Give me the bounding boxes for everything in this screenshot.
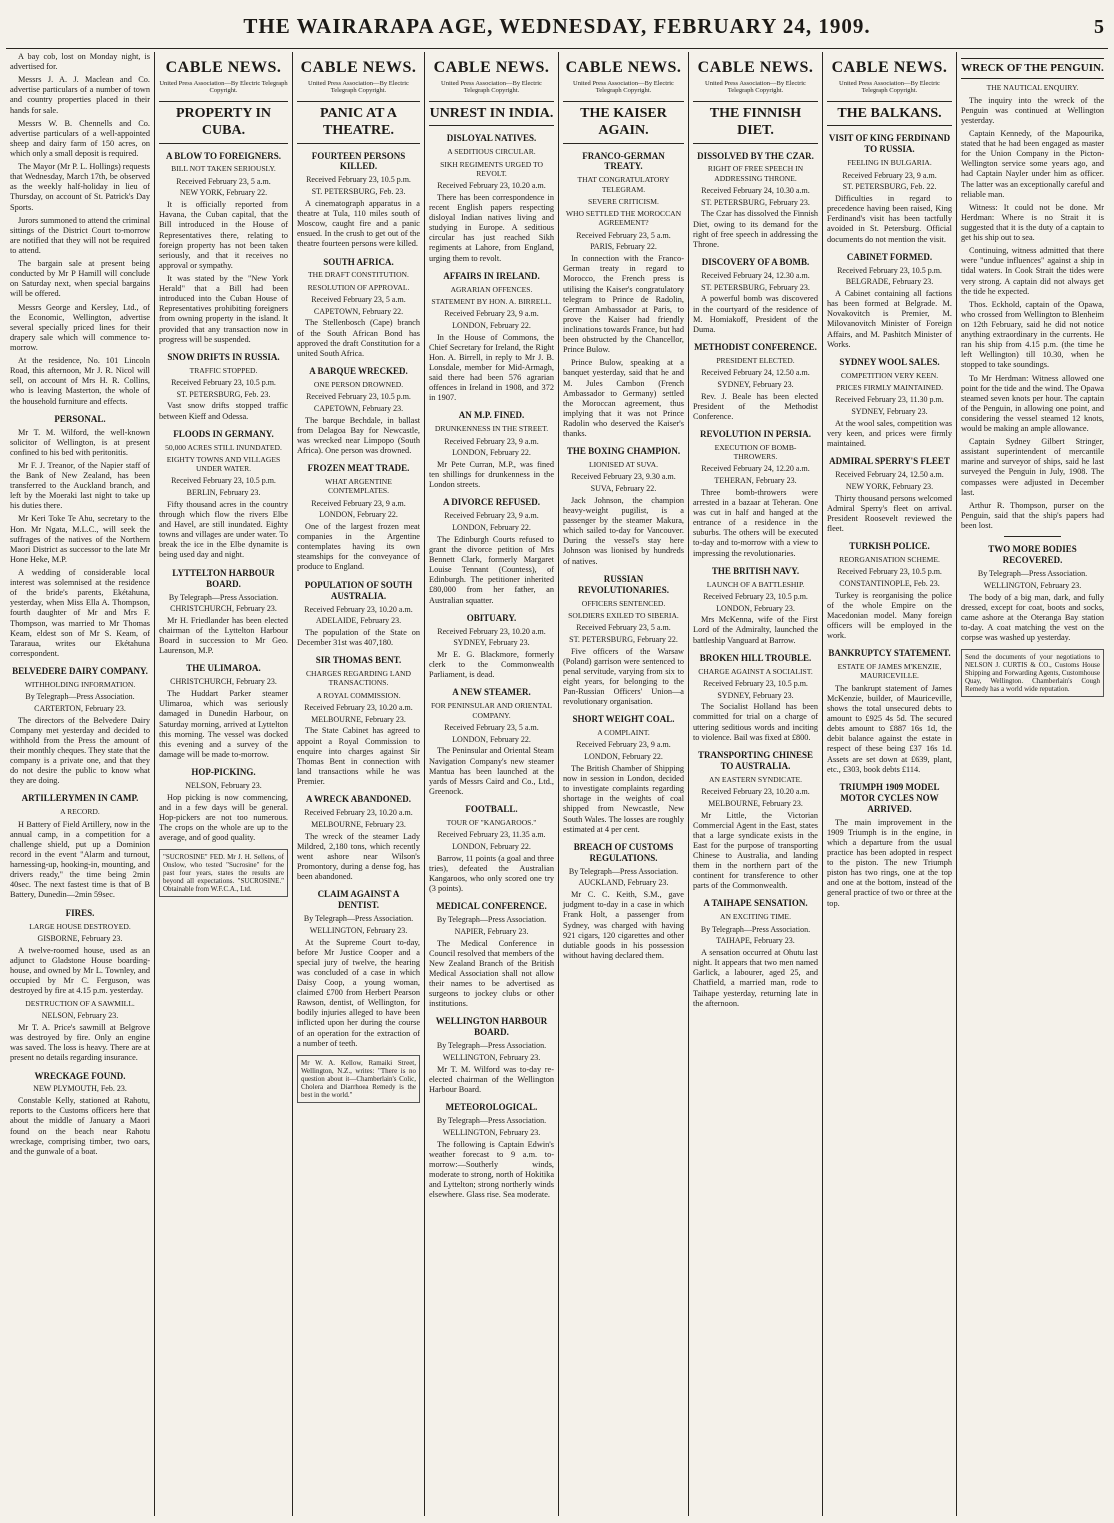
paragraph: The directors of the Belvedere Dairy Company met yesterday and decided to withhold from the Press the amount of their monthly cheques. They state that the company is a private one, and that they do not desire the public to know what they are doing. (10, 715, 150, 786)
paragraph: At the wool sales, competition was very keen, and prices were firmly maintained. (827, 418, 952, 448)
dateline: LONDON, February 22. (452, 841, 531, 851)
dateline: CARTERTON, February 23. (34, 703, 126, 713)
section-heading: WELLINGTON HARBOUR BOARD. (435, 1016, 548, 1038)
dateline: SYDNEY, February 23. (453, 638, 530, 648)
dateline: CAPETOWN, February 22. (313, 306, 404, 316)
sub-heading: EIGHTY TOWNS AND VILLAGES UNDER WATER. (166, 454, 281, 474)
sub-heading: DRUNKENNESS IN THE STREET. (434, 424, 549, 434)
paragraph: Witness: It could not be done. Mr Herdman: Where is no Strait it is suggested that it is the duty of a captain to get his ship out to sea. (961, 202, 1104, 243)
received-line: Received February 23, 5 a.m. (176, 176, 271, 186)
section-heading: SYDNEY WOOL SALES. (839, 356, 940, 367)
paragraph: Three bomb-throwers were arrested in a bazaar at Teheran. One was cut in half and hanged at the entrance of a residence in the suburbs. The others will be executed to-day and to-morrow with a view to impressing the revolutionaries. (693, 487, 818, 558)
column-cable-news-5 (688, 52, 822, 1516)
paragraph: Mr E. G. Blackmore, formerly clerk to the Commonwealth Parliament, is dead. (429, 650, 554, 680)
paragraph: Mr T. A. Price's sawmill at Belgrove was destroyed by fire. Only an engine was saved. The loss is heavy. There are at present no details regarding insurance. (10, 1023, 150, 1063)
paragraph: Arthur R. Thompson, purser on the Penguin, said that the ship's papers had been lost. (961, 500, 1104, 531)
received-line: Received February 23, 9 a.m. (842, 170, 937, 180)
section-heading: SHORT WEIGHT COAL. (572, 714, 675, 725)
section-heading: WRECKAGE FOUND. (34, 1070, 126, 1081)
dateline: LONDON, February 22. (452, 448, 531, 458)
sub-heading: AGRARIAN OFFENCES. (450, 284, 533, 294)
section-heading: SNOW DRIFTS IN RUSSIA. (167, 351, 280, 362)
section-heading: A TAIHAPE SENSATION. (703, 898, 808, 909)
paragraph: It was stated by the "New York Herald" that a Bill had been introduced into the Cuban House of Representatives prohibiting foreigners from owning property in the island. It provided that any transaction now in progress will be suspended. (159, 274, 288, 344)
article-headline: WRECK OF THE PENGUIN. (961, 58, 1104, 79)
paragraph: The Czar has dissolved the Finnish Diet, owing to its demand for the right of free speech in addressing the Throne. (693, 209, 818, 249)
paragraph: Messrs W. B. Chennells and Co. advertise particulars of a well-appointed sheep and dairy farm of 150 acres, on which only a small deposit is required. (10, 118, 150, 158)
section-heading: TURKISH POLICE. (849, 541, 930, 551)
paragraph: Captain Kennedy, of the Mapourika, stated that he had been engaged as master for the Union Company in the Picton-Wellington service some years ago, and had Captain Nayler under him as officer. The latter was an exceptionally careful and reliable man. (961, 128, 1104, 199)
received-line: Received February 23, 10.5 p.m. (703, 591, 808, 601)
received-line: Received February 23, 10.5 p.m. (703, 678, 808, 688)
paragraph: In connection with the Franco-German treaty in regard to Morocco, the French press is utilising the Kaiser's congratulatory telegram to Prince de Radolin, German Ambassador at Paris, to prove the Kaiser had friendly inclinations towards France, but had been obstructed by the Chancellor, Prince Bulow. (563, 254, 684, 355)
paragraph: The Huddart Parker steamer Ulimaroa, which was seriously damaged in Dunedin Harbour, on Saturday morning, arrived at Lyttelton this morning. The vessel was docked this evening and a survey of the damage will be made to-morrow. (159, 689, 288, 759)
paragraph: The main improvement in the 1909 Triumph is in the engine, in which a departure from the usual practice has been adopted in respect to the piston. The new Triumph piston has two rings, one at the top and one at the bottom, instead of the general practice of two or three at the top. (827, 817, 952, 908)
sub-heading: PRESIDENT ELECTED. (716, 355, 795, 365)
press-credit: United Press Association—By Electric Telegraph Copyright. (159, 79, 288, 95)
sub-heading: 50,000 ACRES STILL INUNDATED. (165, 442, 282, 452)
sub-heading: A SEDITIOUS CIRCULAR. (447, 147, 536, 157)
paragraph: Mr Keri Toke Te Ahu, secretary to the Hon. Mr Ngata, M.L.C., will seek the suffrages of the natives of the Northern Maori District as successor to the late Mr Hone Heke, M.P. (10, 514, 150, 564)
section-heading: METHODIST CONFERENCE. (694, 341, 817, 352)
section-heading: FOOTBALL. (465, 804, 518, 814)
received-line: Received February 23, 10.20 a.m. (437, 626, 546, 636)
paragraph: The Medical Conference in Council resolved that members of the New Zealand Branch of the British Medical Association shall not allow their names to be advertised as surgeons to jockey clubs or other institutions. (429, 938, 554, 1009)
dateline: ST. PETERSBURG, February 22. (569, 634, 678, 644)
received-line: Received February 23, 10.5 p.m. (171, 476, 276, 486)
byline: By Telegraph—Press Association. (436, 1041, 547, 1051)
received-line: Received February 24, 12.50 a.m. (701, 368, 810, 378)
paragraph: Vast snow drifts stopped traffic between Kieff and Odessa. (159, 401, 288, 421)
dateline: MELBOURNE, February 23. (708, 798, 803, 808)
sub-heading: CHARGES REGARDING LAND TRANSACTIONS. (305, 669, 412, 688)
sub-heading: THAT CONGRATULATORY TELEGRAM. (577, 175, 670, 194)
sub-heading: RESOLUTION OF APPROVAL. (307, 282, 410, 292)
dateline: MELBOURNE, February 23. (311, 714, 406, 724)
section-heading: SOUTH AFRICA. (323, 256, 394, 267)
sub-heading: SEVERE CRITICISM. (588, 196, 659, 206)
article-headline: PROPERTY IN CUBA. (159, 101, 288, 143)
column-cable-news-1 (154, 52, 292, 1516)
dateline: ST. PETERSBURG, February 23. (701, 197, 810, 207)
dateline: LONDON, February 22. (452, 320, 531, 330)
paragraph: One of the largest frozen meat companies in the Argentine contemplates having its own steamships for the conveyance of produce to England. (297, 522, 420, 572)
dateline: SYDNEY, February 23. (851, 407, 928, 417)
paragraph: The population of the State on December 31st was 407,180. (297, 628, 420, 648)
paragraph: Fifty thousand acres in the country through which flow the rivers Elbe and Havel, are still inundated. Eighty towns and villages are under water. To break the ice in the Elbe dynamite is being used day and night. (159, 499, 288, 560)
section-heading: BROKEN HILL TROUBLE. (699, 652, 812, 663)
dateline: TAIHAPE, February 23. (716, 936, 795, 946)
sub-heading: WHO SETTLED THE MOROCCAN AGREEMENT? (565, 209, 682, 228)
section-heading: FIRES. (65, 907, 95, 918)
sub-heading: WITHHOLDING INFORMATION. (24, 679, 136, 689)
dateline: WELLINGTON, February 23. (442, 1127, 541, 1137)
sub-heading: CHARGE AGAINST A SOCIALIST. (698, 666, 813, 676)
column-penguin-enquiry (956, 52, 1108, 1516)
paragraph: Five officers of the Warsaw (Poland) garrison were sentenced to penal servitude, varying from six to eight years, for belonging to the Pan-Russian Officers' Union—a revolutionary organisation. (563, 646, 684, 707)
dateline: CHRISTCHURCH, February 23. (170, 677, 277, 687)
paragraph: A Cabinet containing all factions has been formed at Belgrade. M. Novakovitch is Premier, M. Milovanovitch Minister of Foreign Affairs, and M. Pashitch Minister of Works. (827, 289, 952, 349)
section-heading: VISIT OF KING FERDINAND TO RUSSIA. (828, 133, 951, 155)
sub-heading: WHAT ARGENTINE CONTEMPLATES. (325, 477, 392, 496)
received-line: Received February 23, 10.20 a.m. (304, 808, 413, 818)
received-line: Received February 23, 10.20 a.m. (304, 604, 413, 614)
received-line: Received February 24, 12.30 a.m. (701, 270, 810, 280)
dateline: LONDON, February 22. (584, 752, 663, 762)
section-heading: A DIVORCE REFUSED. (442, 497, 541, 508)
dateline: WELLINGTON, February 23. (983, 580, 1082, 590)
sub-heading: SOLDIERS EXILED TO SIBERIA. (568, 610, 679, 620)
section-heading: BANKRUPTCY STATEMENT. (828, 648, 951, 659)
press-credit: United Press Association—By Electric Telegraph Copyright. (573, 79, 674, 95)
received-line: Received February 23, 9 a.m. (576, 740, 671, 750)
received-line: Received February 23, 5 a.m. (311, 294, 406, 304)
section-heading: OBITUARY. (466, 612, 517, 623)
dateline: CHRISTCHURCH, February 23. (170, 604, 277, 614)
paragraph: Jurors summoned to attend the criminal sittings of the District Court to-morrow are notified that they will not be required to attend. (10, 215, 150, 255)
sub-heading: RIGHT OF FREE SPEECH IN ADDRESSING THRONE. (707, 164, 804, 183)
received-line: Received February 23, 10.20 a.m. (304, 702, 413, 712)
section-heading: FROZEN MEAT TRADE. (307, 463, 410, 474)
advertisement: "SUCROSINE" FED. Mr J. H. Sellens, of Onslow, who tested "Sucrosine" for the past four years, states the results are beyond all expectations. "SUCROSINE." Obtainable from W.F.C.A., Ltd. (159, 849, 288, 897)
sub-heading: FOR PENINSULAR AND ORIENTAL COMPANY. (430, 701, 553, 720)
paragraph: In the House of Commons, the Chief Secretary for Ireland, the Right Hon. A. Birrell, in reply to Mr J. B. Lonsdale, member for Mid-Armagh, said there had been 576 agrarian offences in Ireland in 1908, and 372 in 1907. (429, 332, 554, 403)
received-line: Received February 23, 9 a.m. (444, 436, 539, 446)
sub-heading: LARGE HOUSE DESTROYED. (29, 921, 131, 931)
sub-heading: PRICES FIRMLY MAINTAINED. (836, 383, 943, 393)
received-line: Received February 23, 5 a.m. (444, 722, 539, 732)
section-heading: HOP-PICKING. (191, 766, 256, 777)
dateline: ADELAIDE, February 23. (315, 616, 402, 626)
section-heading: ARTILLERYMEN IN CAMP. (21, 793, 139, 804)
masthead-title: THE WAIRARAPA AGE, WEDNESDAY, FEBRUARY 24, 1909. (243, 14, 871, 38)
sub-heading: SIKH REGIMENTS URGED TO REVOLT. (440, 159, 543, 178)
sub-heading: THE NAUTICAL ENQUIRY. (986, 83, 1079, 93)
sub-heading: THE DRAFT CONSTITUTION. (308, 270, 409, 280)
paragraph: Continuing, witness admitted that there were "undue influences" against a ship in tidal waters. In Cook Strait the tides were very strong. A captain did not always get the tide he expected. (961, 246, 1104, 296)
paragraph: At the residence, No. 101 Lincoln Road, this afternoon, Mr J. R. Nicol will sell, on account of Mrs H. R. Collins, who is leaving Masterton, the whole of the household furniture and effects. (10, 356, 150, 406)
section-heading: AN M.P. FINED. (458, 410, 525, 421)
paragraph: The Socialist Holland has been committed for trial on a charge of uttering seditious words and inciting to violence. Bail was fixed at £800. (693, 702, 818, 742)
paragraph: Mr H. Friedlander has been elected chairman of the Lyttelton Harbour Board in succession to Mr Geo. Laurenson, M.P. (159, 616, 288, 656)
sub-heading: TRAFFIC STOPPED. (189, 365, 258, 375)
press-credit: United Press Association—By Electric Telegraph Copyright. (308, 79, 409, 95)
received-line: Received February 23, 5 a.m. (576, 230, 671, 240)
sub-heading: ESTATE OF JAMES M'KENZIE, MAURICEVILLE. (837, 662, 942, 681)
paragraph: The wreck of the steamer Lady Mildred, 2,180 tons, which recently went ashore near Wilson's Promontory, during a dense fog, has been abandoned. (297, 831, 420, 882)
paragraph: H Battery of Field Artillery, now in the annual camp, in a competition for a challenge shield, put up a Dominion record in the event "Alarm and turnout, harnessing-up, hooking-in, mounting, and drivers ready," the time being 2min 40sec. The next fastest time is that of B Battery, Dunedin—2min 59sec. (10, 819, 150, 900)
paragraph: Mr Little, the Victorian Commercial Agent in the East, states that a large syndicate exists in the East for the purpose of transporting Chinese to Australia, and landing them in the northern part of the continent for transference to other parts of the Commonwealth. (693, 810, 818, 891)
dateline: NELSON, February 23. (185, 780, 262, 790)
section-heading: SIR THOMAS BENT. (315, 655, 402, 666)
paragraph: Prince Bulow, speaking at a banquet yesterday, said that he and M. Jules Cambon (French Ambassador to Germany) settled the Moroccan agreement, thus implying that it was not Prince Radolin who deserved the Kaiser's thanks. (563, 358, 684, 439)
article-headline: THE FINNISH DIET. (693, 101, 818, 143)
masthead (0, 14, 1114, 44)
received-line: Received February 24, 10.30 a.m. (701, 185, 810, 195)
dateline: LONDON, February 22. (452, 523, 531, 533)
section-heading: FLOODS IN GERMANY. (173, 428, 274, 439)
section-heading: PERSONAL. (54, 413, 106, 424)
sub-heading: LAUNCH OF A BATTLESHIP. (706, 579, 805, 589)
masthead-rule (6, 48, 1108, 49)
paragraph: To Mr Herdman: Witness allowed one point for the tide and the wind. The Opawa steamed seven knots per hour. The captain of the Penguin, in allowing one point, and considering the vessel steamed 12 knots, would be making an ample allowance. (961, 373, 1104, 434)
dateline: MELBOURNE, February 23. (311, 819, 406, 829)
paragraph: Thos. Eckhold, captain of the Opawa, who crossed from Wellington to Blenheim on 12th February, said he did not notice anything extraordinary in the currents. He ran his ship from 4.15 p.m. (the time he left Wellington) till 10.30, when he stopped to take soundings. (961, 299, 1104, 370)
paragraph: Messrs J. A. J. Maclean and Co. advertise particulars of a number of town and country properties placed in their hands for sale. (10, 75, 150, 115)
paragraph: A cinematograph apparatus in a theatre at Tula, 110 miles south of Moscow, caught fire and a panic ensued. In the crush to get out of the theatre fourteen persons were killed. (297, 198, 420, 249)
section-heading: A BLOW TO FOREIGNERS. (165, 150, 282, 161)
paragraph: Turkey is reorganising the police of the whole Empire on the Macedonian model. Many foreign officers will be employed in the work. (827, 590, 952, 641)
paragraph: The bargain sale at present being conducted by Mr P Hamill will conclude on Saturday next, when special bargains will be offered. (10, 259, 150, 299)
column-cable-news-4 (558, 52, 688, 1516)
dateline: TEHERAN, February 23. (714, 476, 797, 486)
article-headline: UNREST IN INDIA. (429, 101, 554, 126)
press-credit: United Press Association—By Electric Telegraph Copyright. (705, 79, 806, 95)
paragraph: A twelve-roomed house, used as an adjunct to Gladstone House boarding-house, and owned by Mr L. Townley, and occupied by Mr C. Ferguson, was destroyed by fire at 4.15 p.m. yesterday. (10, 945, 150, 995)
paragraph: A powerful bomb was discovered in the courtyard of the residence of M. Homiakoff, President of the Duma. (693, 294, 818, 334)
dateline: NAPIER, February 23. (454, 926, 529, 936)
dateline: SUVA, February 22. (590, 484, 657, 494)
section-heading: BREACH OF CUSTOMS REGULATIONS. (573, 841, 674, 863)
paragraph: Captain Sydney Gilbert Stringer, assistant superintendent of mercantile marine and surveyor of ships, said he last surveyed the Penguin in July, 1908. The compasses were adjusted in December last. (961, 437, 1104, 497)
received-line: Received February 23, 9 a.m. (444, 511, 539, 521)
received-line: Received February 23, 5 a.m. (576, 623, 671, 633)
column-cable-news-2 (292, 52, 424, 1516)
paragraph: Mr F. J. Treanor, of the Napier staff of the Bank of New Zealand, has been transferred to the Auckland branch, and left by the Moeraki last night to take up his duties there. (10, 460, 150, 511)
dateline: SYDNEY, February 23. (717, 379, 794, 389)
paragraph: The bankrupt statement of James McKenzie, builder, of Mauriceville, shows the total unsecured debts to amount to £925 4s 5d. The secured debts amount to £887 16s 1d, the debit balance against the estate in respect of these being £37 16s 1d. Assets are set down at £639, plant, etc., £303, book debts £114. (827, 683, 952, 774)
sub-heading: OFFICERS SENTENCED. (581, 598, 666, 608)
section-heading: MEDICAL CONFERENCE. (436, 901, 547, 912)
paragraph: Mr C. C. Keith, S.M., gave judgment to-day in a case in which Frank Holt, a passenger from Sydney, was charged with having 921 cigars, 120 cigarettes and other dutiable goods in his possession without having declared them. (563, 890, 684, 960)
paragraph: Jack Johnson, the champion heavy-weight pugilist, is a passenger by the steamer Makura, which sailed to-day for Vancouver. During the vessel's stay here Johnson was lionised by hundreds of natives. (563, 495, 684, 566)
paragraph: The Mayor (Mr P. L. Hollings) requests that Wednesday, March 17th, be observed as the weekly half-holiday in lieu of Thursday, on account of St. Patrick's Day Sports. (10, 162, 150, 212)
sub-heading: A COMPLAINT. (597, 728, 650, 738)
section-heading: ADMIRAL SPERRY'S FLEET (829, 456, 950, 467)
dateline: NEW YORK, February 23. (845, 481, 934, 491)
sub-heading: ONE PERSON DROWNED. (313, 379, 404, 389)
dateline: SYDNEY, February 23. (717, 690, 794, 700)
article-headline: PANIC AT A THEATRE. (297, 101, 420, 143)
dateline: NEW YORK, February 22. (179, 188, 268, 198)
section-heading: TRIUMPH 1909 MODEL MOTOR CYCLES NOW ARRIVED. (839, 781, 940, 814)
received-line: Received February 23, 9 a.m. (311, 498, 406, 508)
byline: By Telegraph—Press Association. (977, 569, 1088, 579)
section-heading: LYTTELTON HARBOUR BOARD. (172, 567, 275, 589)
section-heading: CLAIM AGAINST A DENTIST. (317, 889, 400, 911)
dateline: LONDON, February 22. (319, 510, 398, 520)
received-line: Received February 23, 9.30 a.m. (571, 472, 676, 482)
press-credit: United Press Association—By Electric Telegraph Copyright. (839, 79, 940, 95)
dateline: WELLINGTON, February 23. (309, 925, 408, 935)
sub-heading: BILL NOT TAKEN SERIOUSLY. (171, 164, 276, 174)
paragraph: The inquiry into the wreck of the Penguin was continued at Wellington yesterday. (961, 95, 1104, 125)
paragraph: The Edinburgh Courts refused to grant the divorce petition of Mrs Bennett Clark, formerly Margaret Louise Tennant (Countess), of Edinburgh. The petitioner inherited £80,000 from her father, an Australian squatter. (429, 534, 554, 605)
column-banner: CABLE NEWS. (831, 59, 948, 76)
byline: By Telegraph—Press Association. (568, 866, 679, 876)
press-credit: United Press Association—By Electric Telegraph Copyright. (441, 79, 542, 95)
section-heading: TRANSPORTING CHINESE TO AUSTRALIA. (698, 749, 813, 771)
sub-heading: FEELING IN BULGARIA. (847, 158, 932, 168)
section-heading: A BARQUE WRECKED. (309, 365, 408, 376)
received-line: Received February 23, 10.20 a.m. (701, 787, 810, 796)
paragraph: Messrs George and Kersley, Ltd., of the Economic, Wellington, advertise several specially priced lines for their drapery sale which will commence to-morrow. (10, 302, 150, 352)
received-line: Received February 23, 11.35 a.m. (437, 830, 546, 840)
paragraph: The Stellenbosch (Cape) branch of the South African Bond has approved the draft Constitution for a united South Africa. (297, 318, 420, 358)
section-heading: CABINET FORMED. (846, 251, 933, 262)
dateline: BERLIN, February 23. (186, 488, 261, 498)
column-banner: CABLE NEWS. (697, 59, 814, 76)
dateline: ST. PETERSBURG, Feb. 22. (842, 182, 937, 192)
byline: By Telegraph—Press Association. (25, 692, 135, 702)
advertisement: Send the documents of your negotiations to NELSON J. CURTIS & CO., Customs House Shipping and Forwarding Agents, Customhouse Quay, Wellington. Chamberlain's Cough Remedy has a world wide reputation. (961, 649, 1104, 697)
section-heading: THE ULIMAROA. (186, 663, 261, 674)
section-heading: A NEW STEAMER. (452, 687, 531, 698)
section-heading: DISSOLVED BY THE CZAR. (697, 150, 814, 161)
column-banner: CABLE NEWS. (565, 59, 682, 76)
section-heading: TWO MORE BODIES RECOVERED. (988, 544, 1077, 566)
section-heading: THE BOXING CHAMPION. (566, 446, 681, 457)
section-heading: BELVEDERE DAIRY COMPANY. (12, 665, 148, 676)
paragraph: The body of a big man, dark, and fully dressed, except for coat, boots and socks, came ashore at the Oteranga Bay station to-day. A coat matching the vest on the corpse was washed up yesterday. (961, 592, 1104, 643)
section-heading: DISLOYAL NATIVES. (446, 133, 537, 144)
dateline: ST. PETERSBURG, Feb. 23. (311, 187, 406, 197)
sub-heading: DESTRUCTION OF A SAWMILL. (25, 999, 135, 1009)
article-headline: THE BALKANS. (827, 101, 952, 126)
section-heading: FOURTEEN PERSONS KILLED. (311, 150, 406, 172)
section-heading: METEOROLOGICAL. (445, 1102, 538, 1113)
dateline: AUCKLAND, February 23. (578, 878, 669, 888)
dateline: CAPETOWN, February 23. (313, 403, 404, 413)
byline: By Telegraph—Press Association. (303, 914, 414, 924)
paragraph: At the Supreme Court to-day, before Mr Justice Cooper and a special jury of twelve, the hearing was concluded of a case in which Daisy Coop, a young woman, claimed £700 from Herbert Pearson Rawson, dentist, of Wellington, for bodily injuries alleged to have been inflicted upon her during the course of an operation for the extraction of a number of teeth. (297, 937, 420, 1048)
sub-heading: COMPETITION VERY KEEN. (840, 370, 939, 380)
paragraph: Barrow, 11 points (a goal and three tries), defeated the Australian Kangaroos, who only scored one try (3 points). (429, 853, 554, 894)
paragraph: It is officially reported from Havana, the Cuban capital, that the Bill introduced in the House of Representatives there, relating to foreign property has not been taken seriously, and that it receives no approval or sympathy. (159, 200, 288, 270)
column-local-news (6, 52, 154, 1516)
received-line: Received February 23, 10.5 p.m. (837, 265, 942, 275)
dateline: NELSON, February 23. (41, 1011, 119, 1021)
paragraph: Mrs McKenna, wife of the First Lord of the Admiralty, launched the battleship Vanguard at Barrow. (693, 615, 818, 645)
article-headline: THE KAISER AGAIN. (563, 101, 684, 143)
paragraph: Constable Kelly, stationed at Rahotu, reports to the Customs officers here that about the middle of January a Maori found on the beach near Rahotu wreckage, comprising timber, two oars, and the gunwale of a boat. (10, 1096, 150, 1156)
paragraph: The barque Bechdale, in ballast from Delagoa Bay for Newcastle, was wrecked near Limpopo (South Africa). One person was drowned. (297, 415, 420, 455)
paragraph: A sensation occurred at Ohutu last night. It appears that two men named Garlick, a labourer, aged 25, and Chatfield, a married man, rode to Taihape yesterday, returning late in the afternoon. (693, 948, 818, 1008)
column-cable-news-3 (424, 52, 558, 1516)
section-heading: DISCOVERY OF A BOMB. (701, 256, 810, 267)
paragraph: The State Cabinet has agreed to appoint a Royal Commission to enquire into charges against Sir Thomas Bent in connection with land transactions while he was Premier. (297, 726, 420, 786)
sub-heading: TOUR OF "KANGAROOS." (446, 817, 537, 827)
paragraph: Mr Pete Curran, M.P., was fined ten shillings for drunkenness in the London streets. (429, 460, 554, 490)
sub-heading: A ROYAL COMMISSION. (316, 690, 401, 700)
sub-heading: EXECUTION OF BOMB-THROWERS. (714, 442, 797, 462)
column-banner: CABLE NEWS. (165, 59, 282, 76)
section-heading: THE BRITISH NAVY. (711, 565, 800, 576)
received-line: Received February 24, 12.20 a.m. (701, 464, 810, 474)
received-line: Received February 23, 10.5 p.m. (306, 175, 411, 185)
received-line: Received February 23, 10.5 p.m. (171, 377, 276, 387)
dateline: ST. PETERSBURG, Feb. 23. (176, 389, 271, 399)
byline: By Telegraph—Press Association. (168, 592, 279, 602)
received-line: Received February 24, 12.50 a.m. (835, 470, 944, 480)
section-heading: FRANCO-GERMAN TREATY. (582, 150, 665, 172)
paragraph: Difficulties in regard to precedence having been raised, King Ferdinand's visit has been tactfully avoided in St. Petersburg. Official documents do not mention the visit. (827, 194, 952, 244)
sub-heading: LIONISED AT SUVA. (588, 460, 659, 470)
dateline: NEW PLYMOUTH, Feb. 23. (33, 1084, 127, 1094)
section-heading: RUSSIAN REVOLUTIONARIES. (577, 573, 670, 595)
section-heading: POPULATION OF SOUTH AUSTRALIA. (304, 579, 413, 601)
dateline: BELGRADE, February 23. (845, 277, 934, 287)
sub-heading: AN EASTERN SYNDICATE. (708, 774, 803, 784)
byline: By Telegraph—Press Association. (436, 915, 547, 925)
paragraph: There has been correspondence in recent English papers respecting disloyal Indian natives living and studying in Europe. A seditious circular has just reached Sikh regiments at Lahore, from England, urging them to revolt. (429, 192, 554, 263)
byline: By Telegraph—Press Association. (436, 1116, 547, 1126)
paragraph: Mr T. M. Wilford, the well-known solicitor of Wellington, is at present confined to his bed with peritonitis. (10, 427, 150, 457)
dateline: GISBORNE, February 23. (37, 933, 123, 943)
column-banner: CABLE NEWS. (433, 59, 550, 76)
sub-heading: REORGANISATION SCHEME. (839, 554, 940, 564)
paragraph: Rev. J. Beale has been elected President of the Methodist Conference. (693, 391, 818, 421)
paragraph: Hop picking is now commencing, and in a few days will be general. Hop-pickers are not too numerous. The crops on the whole are up to the average, and of good quality. (159, 792, 288, 843)
column-banner: CABLE NEWS. (300, 59, 417, 76)
section-heading: REVOLUTION IN PERSIA. (699, 428, 812, 439)
section-heading: A WRECK ABANDONED. (305, 794, 412, 805)
received-line: Received February 23, 9 a.m. (444, 309, 539, 319)
paragraph: Thirty thousand persons welcomed Admiral Sperry's fleet on arrival. President Roosevelt reviewed the fleet. (827, 493, 952, 533)
sub-heading: AN EXCITING TIME. (720, 912, 791, 922)
paragraph: Mr T. M. Wilford was to-day re-elected chairman of the Wellington Harbour Board. (429, 1064, 554, 1095)
byline: By Telegraph—Press Association. (700, 924, 811, 934)
received-line: Received February 23, 10.5 p.m. (837, 567, 942, 577)
paragraph: A wedding of considerable local interest was solemnised at the residence of the bride's parents, Ekétahuna, yesterday, when Miss Ella A. Thompson, fourth daughter of Mr and Mrs F. Thompson, was married to Mr Thomas Keam, eldest son of Mr S. Keam, of Tararaua, writes our Ekétahuna correspondent. (10, 568, 150, 658)
divider (1004, 536, 1061, 537)
dateline: LONDON, February 22. (452, 734, 531, 744)
page-number: 5 (1094, 16, 1104, 38)
paragraph: The following is Captain Edwin's weather forecast to 9 a.m. to-morrow:—Southerly winds, moderate to strong, north of Hokitika and Lyttelton; strong northerly winds elsewhere. Glass rise. Sea moderate. (429, 1139, 554, 1200)
dateline: CONSTANTINOPLE, Feb. 23. (839, 578, 940, 588)
sub-heading: A RECORD. (60, 807, 100, 817)
advertisement: Mr W. A. Kellow, Ramaiki Street, Wellington, N.Z., writes: "There is no question about it—Chamberlain's Colic, Cholera and Diarrhoea Remedy is the best in the world." (297, 1055, 420, 1103)
received-line: Received February 23, 11.30 p.m. (835, 395, 944, 405)
dateline: ST. PETERSBURG, February 23. (701, 282, 810, 292)
dateline: PARIS, February 22. (590, 242, 657, 252)
section-heading: AFFAIRS IN IRELAND. (443, 270, 540, 281)
received-line: Received February 23, 10.20 a.m. (437, 181, 546, 191)
paragraph: The British Chamber of Shipping now in session in London, decided to investigate complaints regarding shortage in the weights of coal shipped from Newcastle, New South Wales. The losses are roughly estimated at 4 per cent. (563, 763, 684, 834)
sub-heading: STATEMENT BY HON. A. BIRRELL. (431, 296, 552, 306)
received-line: Received February 23, 10.5 p.m. (306, 392, 411, 402)
column-cable-news-6 (822, 52, 956, 1516)
paragraph: A bay cob, lost on Monday night, is advertised for. (10, 52, 150, 72)
paragraph: The Peninsular and Oriental Steam Navigation Company's new steamer Mantua has been launched at the yards of Messrs Caird and Co., Ltd., Greenock. (429, 746, 554, 796)
dateline: WELLINGTON, February 23. (442, 1053, 541, 1063)
dateline: LONDON, February 23. (716, 603, 795, 613)
